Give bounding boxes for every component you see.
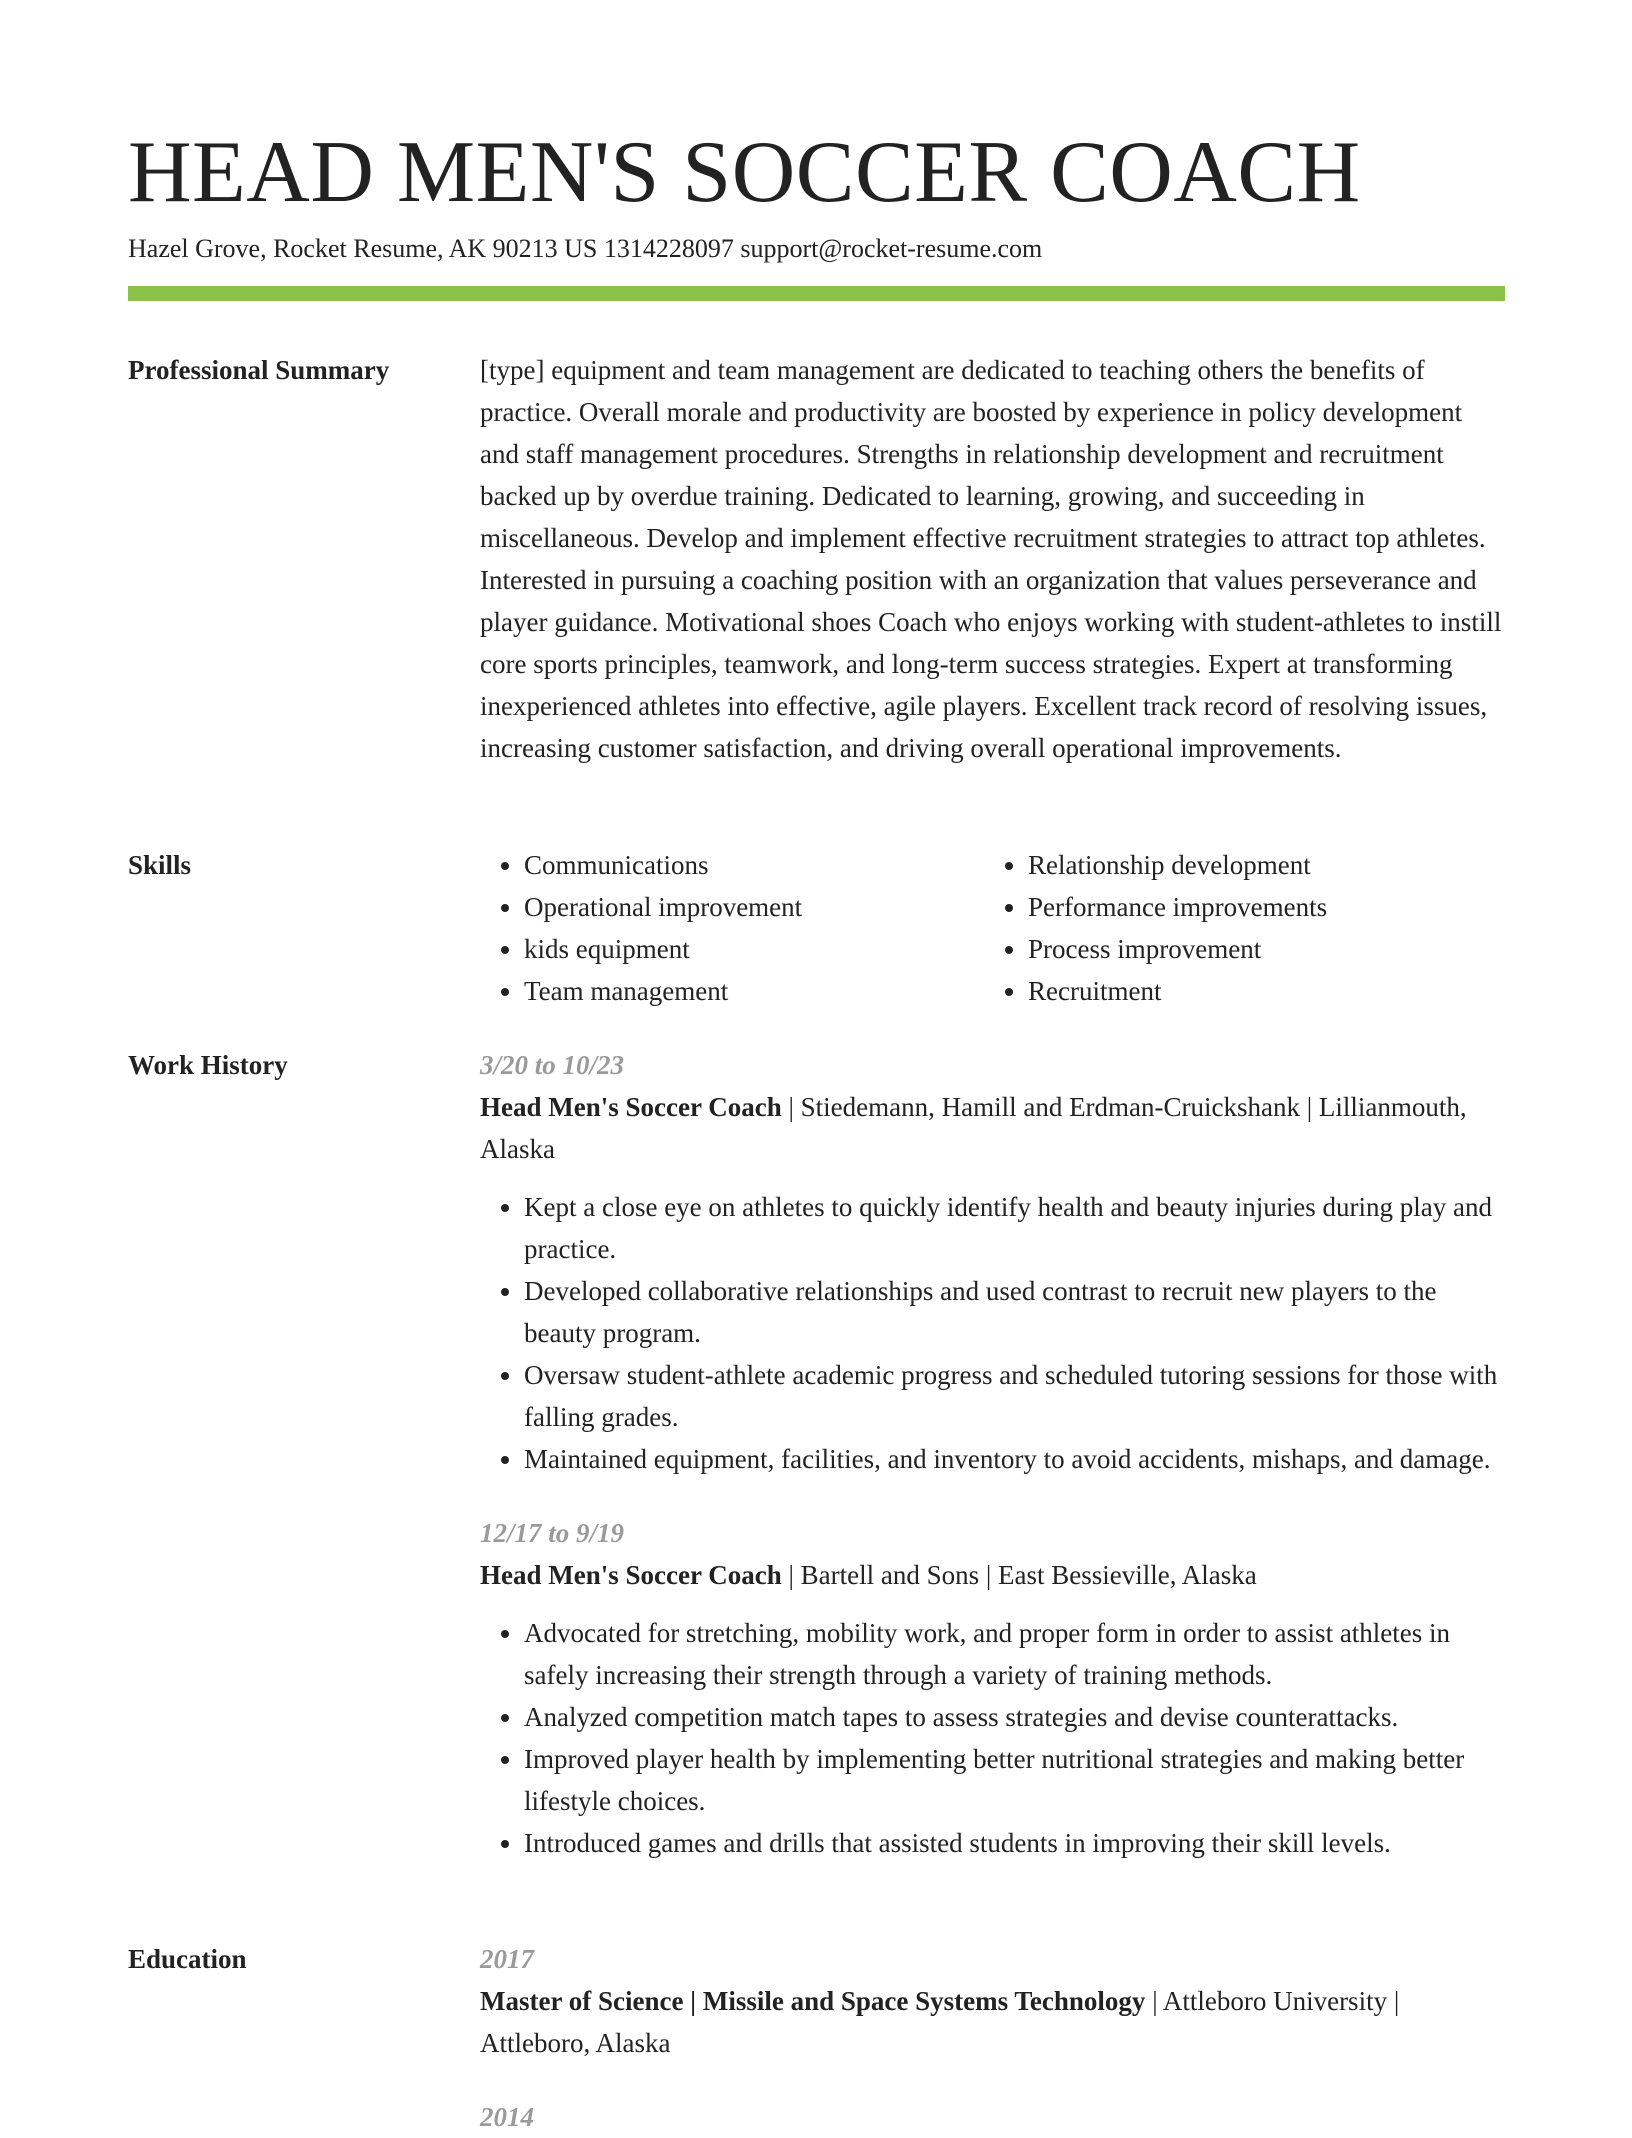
job-bullet: • Advocated for stretching, mobility work, and proper form in order to assist athletes in safely increasing their strength through a variety of training methods. bbox=[524, 1612, 1505, 1696]
resume-title: HEAD MEN'S SOCCER COACH bbox=[128, 124, 1361, 221]
job-entry bbox=[480, 1044, 1505, 1480]
job-dates: 12/17 to 9/19 bbox=[480, 1518, 625, 1548]
header-divider bbox=[128, 286, 1505, 301]
education-header bbox=[480, 1980, 1505, 2064]
summary-heading: Professional Summary bbox=[128, 355, 390, 385]
skill-item: • Operational improvement bbox=[524, 886, 984, 928]
job-bullet: • Kept a close eye on athletes to quickly identify health and beauty injuries during play and practice. bbox=[524, 1186, 1505, 1270]
job-bullet: • Analyzed competition match tapes to assess strategies and devise counterattacks. bbox=[524, 1696, 1505, 1738]
education-heading: Education bbox=[128, 1944, 247, 1974]
job-spacer bbox=[480, 1480, 1505, 1512]
skill-item: • Relationship development bbox=[1028, 844, 1488, 886]
skills-heading: Skills bbox=[128, 850, 192, 880]
skill-item: • Process improvement bbox=[1028, 928, 1488, 970]
job-dates: 3/20 to 10/23 bbox=[480, 1050, 625, 1080]
work-heading: Work History bbox=[128, 1050, 288, 1080]
job-entry bbox=[480, 1512, 1505, 1864]
skill-item: • Recruitment bbox=[1028, 970, 1488, 1012]
job-header bbox=[480, 1086, 1505, 1170]
skills-list-left bbox=[480, 844, 984, 1012]
job-bullet: • Oversaw student-athlete academic progress and scheduled tutoring sessions for those with falling grades. bbox=[524, 1354, 1505, 1438]
job-company-location: | Stiedemann, Hamill and Erdman-Cruickshank | Lillianmouth, Alaska bbox=[480, 1092, 1467, 1164]
contact-line: Hazel Grove, Rocket Resume, AK 90213 US 1314228097 support@rocket-resume.com bbox=[128, 234, 1043, 263]
summary-body bbox=[480, 349, 1505, 769]
job-header bbox=[480, 1554, 1505, 1596]
job-role: Head Men's Soccer Coach bbox=[480, 1092, 782, 1122]
job-bullets bbox=[480, 1186, 1505, 1480]
education-spacer bbox=[480, 2064, 1505, 2096]
job-bullet: • Introduced games and drills that assisted students in improving their skill levels. bbox=[524, 1822, 1505, 1864]
education-degree: Master of Science | Missile and Space Systems Technology bbox=[480, 1986, 1146, 2016]
skill-item: • Communications bbox=[524, 844, 984, 886]
skill-item: • Team management bbox=[524, 970, 984, 1012]
skill-item: • Performance improvements bbox=[1028, 886, 1488, 928]
job-bullet: • Developed collaborative relationships and used contrast to recruit new players to the beauty program. bbox=[524, 1270, 1505, 1354]
job-bullets bbox=[480, 1612, 1505, 1864]
education-school-location: | Attleboro University | Attleboro, Alaska bbox=[480, 1986, 1400, 2058]
job-company-location: | Bartell and Sons | East Bessieville, Alaska bbox=[781, 1560, 1257, 1590]
education-date: 2014 bbox=[480, 2102, 534, 2132]
skills-columns bbox=[480, 844, 1505, 1012]
job-bullet: • Improved player health by implementing better nutritional strategies and making better lifestyle choices. bbox=[524, 1738, 1505, 1822]
summary-text: [type] equipment and team management are dedicated to teaching others the benefits of practice. Overall morale and productivity are boosted by experience in policy development and staff management procedures. Strengths in relationship development and recruitment backed up by overdue training. Dedicated to learning, growing, and succeeding in miscellaneous. Develop and implement effective recruitment strategies to attract top athletes. Interested in pursuing a coaching position with an organization that values perseverance and player guidance. Motivational shoes Coach who enjoys working with student-athletes to instill core sports principles, teamwork, and long-term success strategies. Expert at transforming inexperienced athletes into effective, agile players. Excellent track record of resolving issues, increasing customer satisfaction, and driving overall operational improvements. bbox=[480, 355, 1502, 763]
education-date: 2017 bbox=[480, 1944, 534, 1974]
skills-body bbox=[480, 844, 1505, 1012]
skills-list-right bbox=[984, 844, 1488, 1012]
skill-item: • kids equipment bbox=[524, 928, 984, 970]
work-body bbox=[480, 1044, 1505, 1864]
job-bullet: • Maintained equipment, facilities, and inventory to avoid accidents, mishaps, and damage. bbox=[524, 1438, 1505, 1480]
education-body bbox=[480, 1938, 1505, 2138]
job-role: Head Men's Soccer Coach bbox=[480, 1560, 782, 1590]
